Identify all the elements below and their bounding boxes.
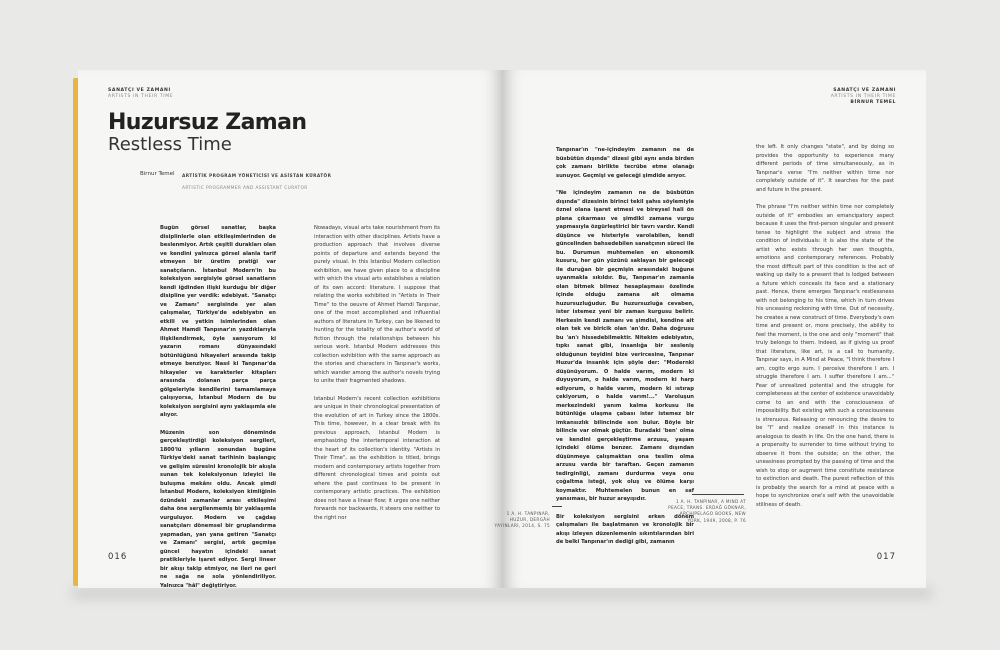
turkish-column-left <box>160 224 276 599</box>
english-column-right <box>756 143 894 518</box>
running-head-tr: SANATÇI VE ZAMANI <box>108 88 171 93</box>
paragraph: Bir koleksiyon sergisini erken dönem çalışmaları ile başlatmanın ve kronolojik bir akışı izleyen düzenlemenin sıkıntılarından biri de belki Tanpınar'ın dediği gibi, zamanın <box>556 513 694 545</box>
running-head-left <box>108 88 173 100</box>
paragraph: Müzenin son döneminde gerçekleştirdiği koleksiyon sergileri, 1800'lü yılların sonundan bugüne Türkiye'deki sanat tarihinin başlangıç ve gelişim süresini kronolojik bir akışla sunan tek koleksiyonun izleyici ile buluşma mekânı oldu. Ancak şimdi İstanbul Modern, koleksiyon kimliğinin özündeki zamanlar arası etkileşimi daha öne sergilenmemiş bir yaklaşımla vurguluyor. Modern ve çağdaş sanatçıları dönemsel bir gruplandırma yapmadan, yan yana getiren "Sanatçı ve Zamanı" sergisi, artık geçmişe güncel hayatın içindeki sanat pratikleriyle işaret ediyor. Sergi lineer bir akışı takip etmiyor, ne ileri ne geri ne sağa ne sola yönlendiriliyor. Yalnızca "hâl" değiştiriyor. <box>160 429 276 589</box>
running-head-right <box>831 88 896 106</box>
author-name: Birnur Temel <box>140 171 175 177</box>
running-head-author: BİRNUR TEMEL <box>850 100 896 105</box>
footnote-tr: 1 A. H. TANPINAR, HUZUR, DERGÂH YAYINLARI, 2014, S. 75 <box>494 511 550 529</box>
author-role-en: ARTISTIC PROGRAMMER AND ASSISTANT CURATOR <box>182 186 308 191</box>
open-magazine <box>78 70 926 588</box>
page-number-left: 016 <box>108 552 128 562</box>
author-role-tr: ARTİSTİK PROGRAM YÖNETİCİSİ VE ASİSTAN KÜRATÖR <box>182 174 332 179</box>
paragraph: the left. It only changes "state", and by doing so provides the opportunity to experience many different periods of time simultaneously, as in Tanpınar's verse "I'm neither within time nor completely outside of it". It searches for the past and future in the present. <box>756 144 894 193</box>
paragraph: Bugün görsel sanatlar, başka disiplinlerle olan etkileşimlerinden de beslenmiyor. Artık çeşitli durakları olan ve kendini yalnızca görsel alanla tarif etmeyen bir üretim pratiği var sanatçıların. İstanbul Modern'in bu koleksiyon sergisiyle görsel sanatların kendi iğdinden ilişki kurduğu bir diğer disipline yer verdik: edebiyat. "Sanatçı ve Zamanı" sergisinde yer alan çalışmalar, Türkiye'de edebiyatın en etkili ve yetkin isimlerinden olan Ahmet Hamdi Tanpınar'ın yazdıklarıyla ilişkilendirmek, öyle sanıyorum ki yazarın romanı dünyasındaki bütünlüğünü hikayeleri arasında takip etmeye benziyor. Nasıl ki Tanpınar'da hikayeler ve karakterler kitapları arasında dolanan parça parça gölgeleriyle kendilerini tamamlamaya çalışıyorsa, İstanbul Modern de bu koleksiyon sergisini aynı yaklaşımla ele alıyor. <box>160 225 276 418</box>
paragraph: "Ne içindeyim zamanın ne de büsbütün dışında" dizesinin birinci tekil şahıs söylemiyle öznel olana işaret etmesi ve bireysel hali ön plana çıkarması ve şimdiki zamana vurgu yapmasıyla özgürleştirici bir tavrı vardır. Kendi düşünce ve histeriyle varolabilen, kendi güncelinden bahsedebilen sanatçının süreci ile bu. Durumun muhtemelen en ekonomik kusuru, her gün yüzünü saklayan bir geleceği ile duruğan bir geçmişin arasındaki buğune uyanmakla sıkıldır. Bu, Tanpınar'ın zamanla olan bitmek bilmez hesaplaşması özelinde içinde olduğu zamana ait olmama huzursuzluğudur. Bu huzursuzluğa cevaben, ister istemez yeni bir zaman kurgusu belirir. Herkesin kendi zamanı ve şimdisi, kendine ait olan tek ve biricik olan 'an'dır. Daha doğrusu bu 'an'ı hissedebilmektir. Nitekim edebiyatın, tıpkı sanat gibi, insanlığa bir sesleniş olduğunun teyidini bize verircesine, Tanpınar Huzur'da insanlık için şöyle der: "Modernki düşünüyorum. O halde varım, modern ki duyuyorum, o halde varım, modern ki harp ediyorum, o halde varım, modern ki ıstırap çekiyorum, o halde varım!..." Varoluşun merkezindeki yanım kalma korkusu ile bütünlüğe ulaşma çabası ister istemez bir imkansızlık bilincinde son bulur. Böyle bir bilincle var olmak güçtür. Buradaki 'ben' olma ve kendini gerçekleştirme arzusu, yaşam içindeki ölüme benzer. Zamanı dışından düşünmeye çalışmaktan ona teslim olma arzusu varda bir taraftan. Geçen zamanın tedirginliği, zamanı durdurma veya onu çoğaltma isteği, yok oluş ve ölüme karşı koymaktır. Muhtemelen bunun en saf yansıması, bir huzur arayışıdır. <box>556 190 694 502</box>
footnote-rule-left <box>552 506 562 507</box>
running-head-en: ARTISTS IN THEIR TIME <box>108 94 174 99</box>
paragraph: Tanpınar'ın "ne-içindeyim zamanın ne de büsbütün dışında" dizesi gibi aynı anda birden çok zamanı birlikte tecrübe etme olanağı sunuyor. Geçmişi ve geleceği şimdide arıyor. <box>556 147 694 179</box>
running-head-tr: SANATÇI VE ZAMANI <box>833 88 896 93</box>
paragraph: Istanbul Modern's recent collection exhibitions are unique in their chronological presentation of the evolution of art in Turkey since the 1800s. This time, however, in a clear break with its previous approach, Istanbul Modern is emphasizing the intertemporal interaction at the heart of its collection's identity. "Artists in Their Time", as the exhibition is titled, brings modern and contemporary artists together from different chronological times and points out where the past continues to be present in contemporary artistic practices. The exhibition does not have a linear flow; it urges one neither forwards nor backwards, it steers one neither to the right nor <box>314 395 440 521</box>
running-head-en: ARTISTS IN THEIR TIME <box>830 94 896 99</box>
right-page <box>494 70 926 588</box>
footnote-rule-right <box>692 494 744 495</box>
turkish-column-right <box>556 146 694 556</box>
cover-edge <box>73 78 78 586</box>
paragraph: Nowadays, visual arts take nourishment from its interaction with other disciplines. Artists have a production approach that involves diverse points of departure and extends beyond the purely visual. In this Istanbul Modern collection exhibition, we have given place to a discipline with which the visual arts establishes a relation of its own accord: literature. I suppose that relating the works exhibited in "Artists in Their Time" to the oeuvre of Ahmet Hamdi Tanpınar, one of the most accomplished and influential authors of literature in Turkey, can be likened to hunting for the totality of the author's world of fiction through the relationships between his serious work. Istanbul Modern addresses this collection exhibition with the same approach as the stories and characters in Tanpınar's works, which wander among the author's novels trying to unite their fragmented shadows. <box>314 225 440 384</box>
article-title-en: Restless Time <box>108 134 232 155</box>
footnote-en: 1 A. H. TANPINAR, A MIND AT PEACE, TRANS. ERDAĞ GÖKNAR, ARCHIPELAGO BOOKS, NEW YORK, 1949, 2008, P. 76 <box>668 499 746 523</box>
page-number-right: 017 <box>876 552 896 562</box>
left-page <box>78 70 502 588</box>
paragraph: The phrase "I'm neither within time nor completely outside of it" embodies an emancipatory aspect because it uses the first-person singular and present tense to highlight the subject and stress the condition of individuals: it is also the state of the artist who exists through her own thoughts, emotions and contemporary references. Probably the most difficult part of this condition is the act of waking up daily to a present that is lodged between a future which conceals its face and a stationary past. Hence, there emerges Tanpınar's restlessness with not belonging to his time, which in turn drives his unceasing reckoning with time. Out of necessity, he creates a new construct of time. Everybody's own time and present or, more precisely, the ability to feel the moment, is the one and only "moment" that truly belongs to them. Indeed, as if giving us proof that literature, like art, is a call to humanity, Tanpınar says, in A Mind at Peace, "I think therefore I am, cogito ergo sum. I perceive therefore I am. I struggle therefore I am. I suffer therefore I am..." Fear of unrealized potential and the struggle for completeness at the center of existence unavoidably come to an end with the consciousness of impossibility. But existing with such a consciousness is strenuous. Releasing or renouncing the desire to be "I" and realize oneself in this instance is analogous to death in life. On the one hand, there is a propensity to surrender to time without trying to observe it from the outside; on the other, the uneasiness prompted by the passing of time and the wish to stop or augment time constitute resistance to extinction and death. The purest reflection of this is probably the search for a mind at peace with a hope to synchronize one's self with the unavoidable stillness of death. <box>756 204 895 508</box>
english-column-left <box>314 224 440 531</box>
article-title-tr: Huzursuz Zaman <box>108 110 307 135</box>
